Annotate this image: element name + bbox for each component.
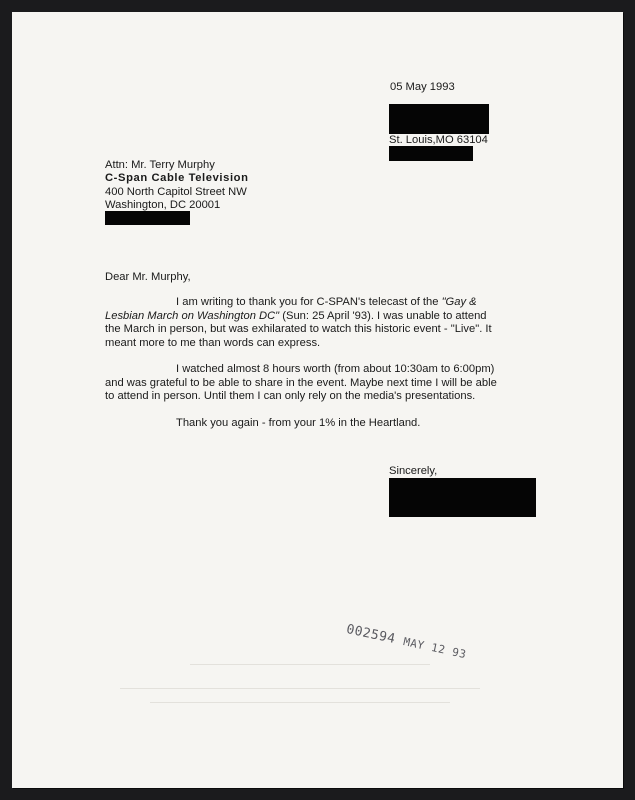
paragraph-1-line-2-text: (Sun: 25 April '93). I was unable to attend: [279, 310, 487, 322]
march-title-part-2: Lesbian March on Washington DC": [105, 310, 280, 322]
paragraph-1-line-4: meant more to me than words can express.: [105, 337, 321, 349]
recipient-organization: C-Span Cable Television: [105, 172, 249, 184]
paragraph-2-line-3: to attend in person. Until them I can only rely on the media's presentations.: [105, 390, 476, 402]
paragraph-1-line-1-text: I am writing to thank you for C-SPAN's telecast of the: [176, 296, 442, 308]
paragraph-2-line-1: I watched almost 8 hours worth (from about 10:30am to 6:00pm): [176, 363, 495, 375]
recipient-attn: Attn: Mr. Terry Murphy: [105, 159, 215, 171]
closing: Sincerely,: [389, 465, 438, 477]
bleed-through-line: [150, 702, 450, 703]
paragraph-2-line-2: and was grateful to be able to share in the event. Maybe next time I will be able: [105, 377, 497, 389]
sender-city-line: St. Louis,MO 63104: [389, 134, 488, 146]
stamp-date: MAY 12 93: [402, 635, 468, 662]
redacted-recipient-line: [105, 211, 190, 225]
recipient-street: 400 North Capitol Street NW: [105, 186, 247, 198]
recipient-city: Washington, DC 20001: [105, 199, 221, 211]
paragraph-3-line-1: Thank you again - from your 1% in the Heartland.: [176, 417, 421, 429]
stamp-number: 002594: [344, 622, 397, 648]
redacted-signature: [389, 478, 536, 517]
salutation: Dear Mr. Murphy,: [105, 271, 191, 283]
paragraph-1-line-3: the March in person, but was exhilarated to watch this historic event - "Live". It: [105, 323, 492, 335]
paragraph-1-line-1: [176, 295, 477, 310]
bleed-through-line: [120, 688, 480, 689]
redacted-sender-name: [389, 104, 489, 134]
march-title-part-1: "Gay &: [441, 296, 477, 308]
bleed-through-line: [190, 664, 430, 665]
redacted-sender-phone: [389, 146, 473, 161]
letter-date: 05 May 1993: [390, 81, 455, 93]
